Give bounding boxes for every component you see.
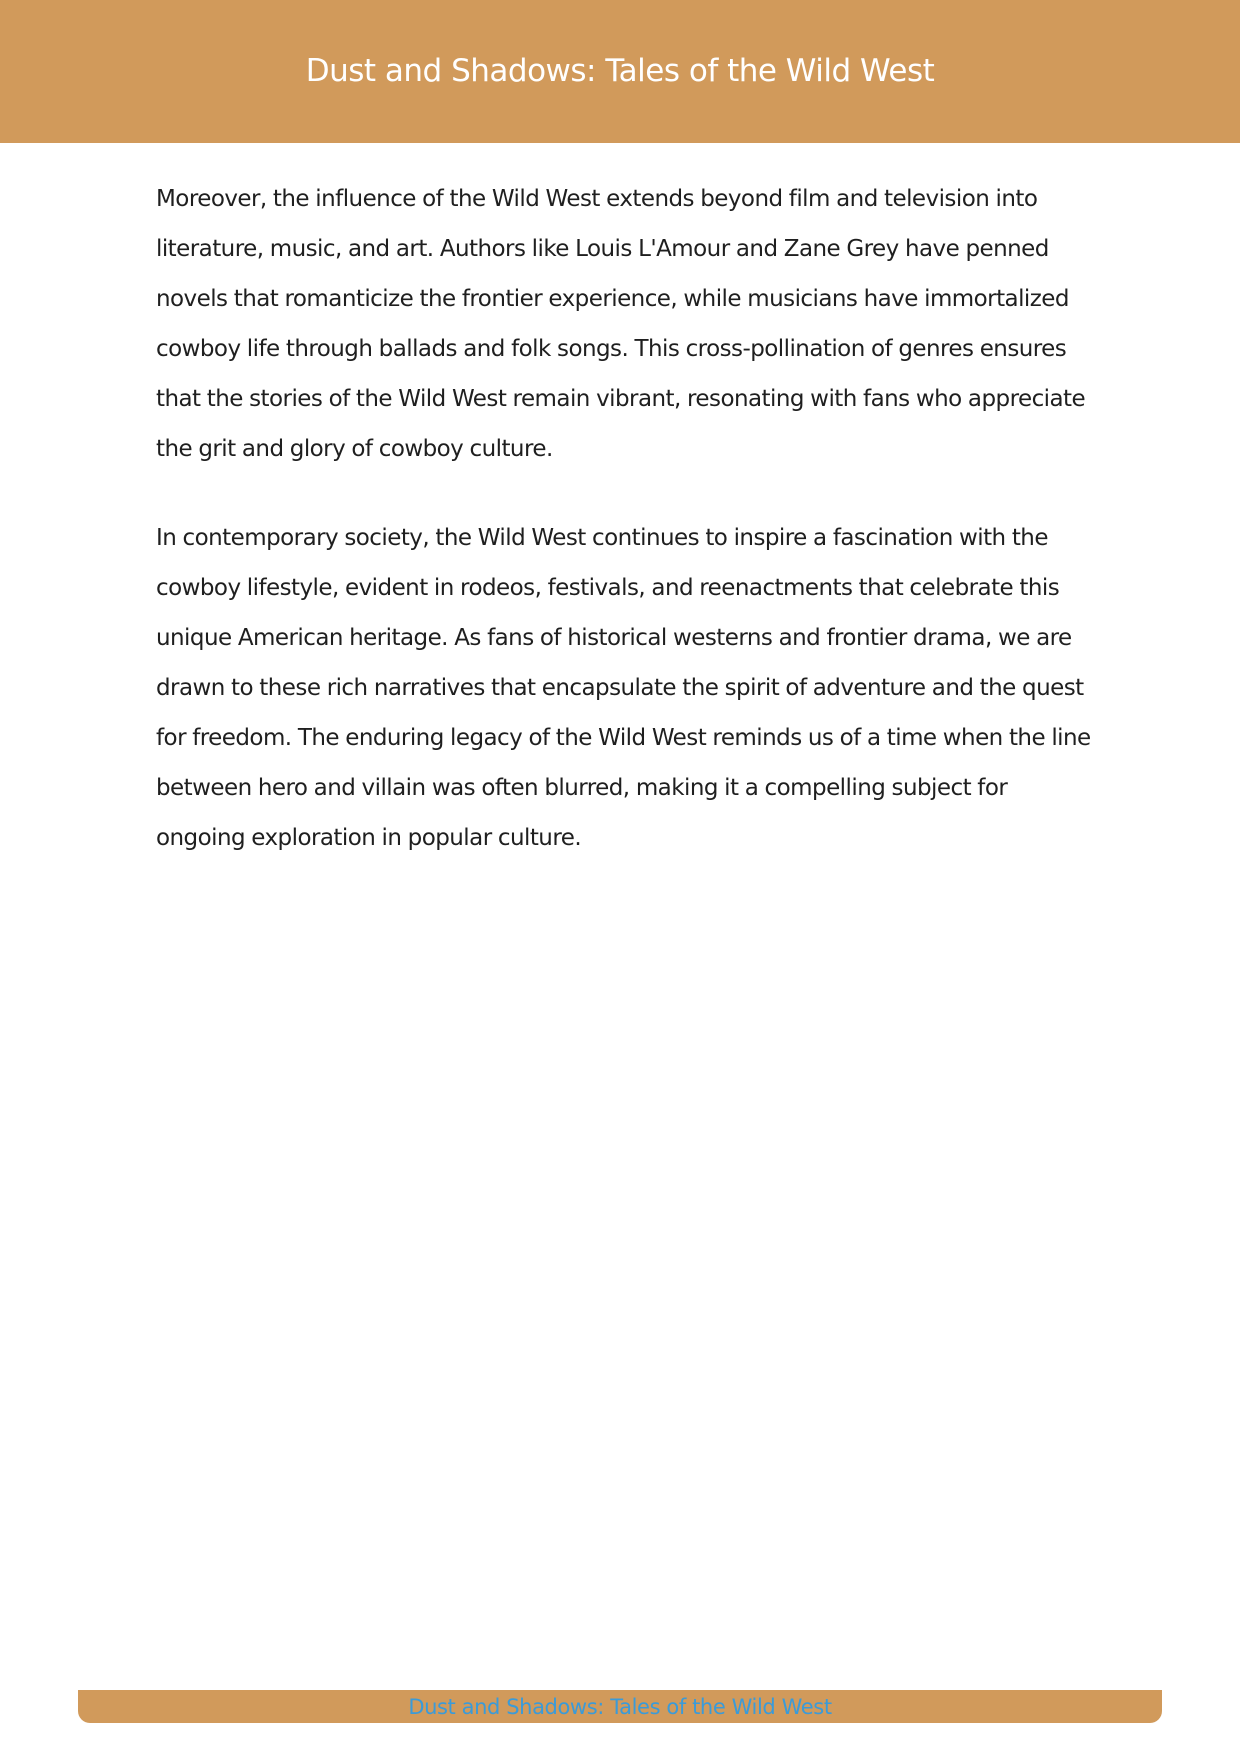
footer-title: Dust and Shadows: Tales of the Wild West — [408, 1694, 832, 1719]
page-footer — [78, 1690, 1162, 1723]
main-content — [156, 174, 1096, 902]
page-title: Dust and Shadows: Tales of the Wild West — [305, 53, 935, 89]
paragraph-contemporary: In contemporary society, the Wild West continues to inspire a fascination with the cowboy lifestyle, evident in rodeos, festivals, and reenactments that celebrate this unique American heritage. As fans of historical westerns and frontier drama, we are drawn to these rich narratives that encapsulate the spirit of adventure and the quest for freedom. The enduring legacy of the Wild West reminds us of a time when the line between hero and villain was often blurred, making it a compelling subject for ongoing exploration in popular culture. — [156, 525, 1091, 851]
paragraph-influence: Moreover, the influence of the Wild West extends beyond film and television into literature, music, and art. Authors like Louis L'Amour and Zane Grey have penned novels that romanticize the frontier experience, while musicians have immortalized cowboy life through ballads and folk songs. This cross-pollination of genres ensures that the stories of the Wild West remain vibrant, resonating with fans who appreciate the grit and glory of cowboy culture. — [156, 186, 1086, 462]
page-header — [0, 0, 1240, 143]
